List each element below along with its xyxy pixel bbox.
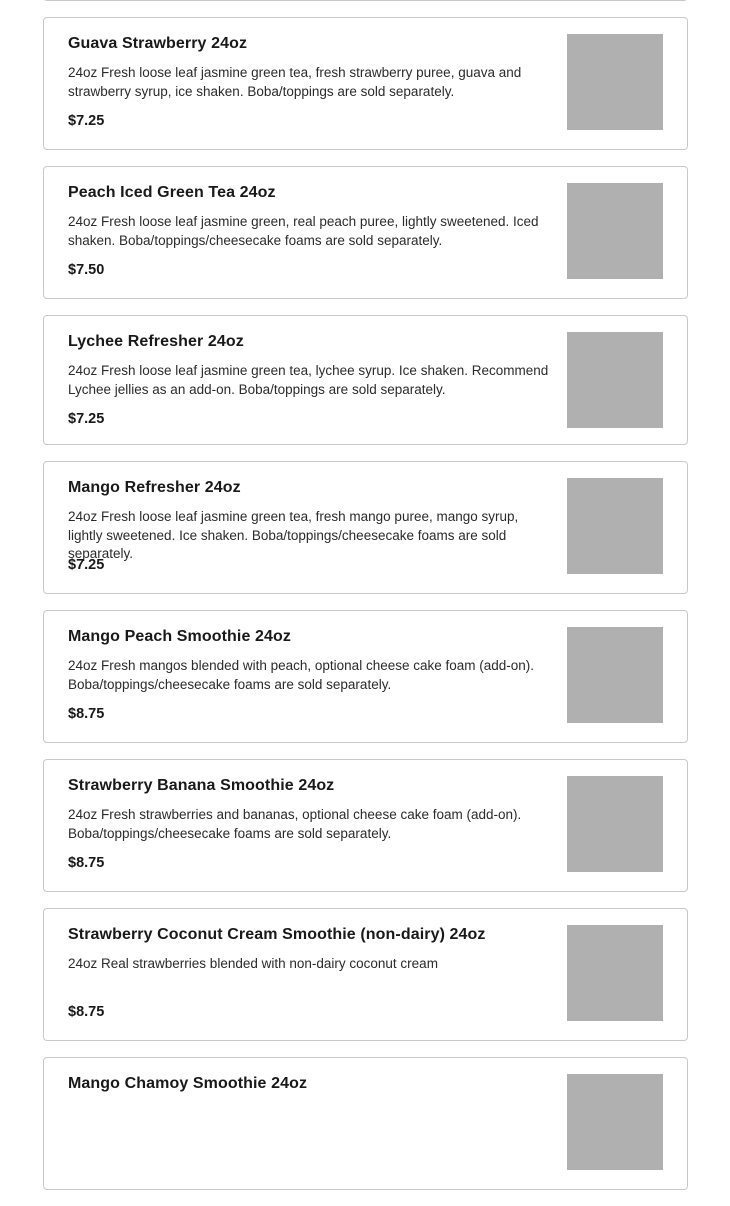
menu-item-price: $8.75 [68, 706, 105, 722]
menu-item-description: 24oz Fresh mangos blended with peach, optional cheese cake foam (add-on). Boba/toppings/cheesecake foams are sold separately. [68, 658, 535, 692]
menu-item-description: 24oz Fresh loose leaf jasmine green tea, fresh strawberry puree, guava and strawberry syrup, ice shaken. Boba/toppings are sold separately. [68, 65, 522, 99]
menu-item-name: Strawberry Coconut Cream Smoothie (non-dairy) 24oz [68, 926, 486, 943]
menu-item-card[interactable] [43, 0, 688, 1]
menu-item-price: $7.25 [68, 557, 105, 573]
menu-item-card[interactable] [43, 1057, 688, 1190]
menu-item-name: Guava Strawberry 24oz [68, 35, 248, 52]
menu-item-text [68, 776, 554, 872]
menu-item-name: Strawberry Banana Smoothie 24oz [68, 777, 335, 794]
menu-item-card[interactable] [43, 908, 688, 1041]
image-placeholder-icon[interactable] [567, 925, 663, 1021]
menu-item-price: $8.75 [68, 1004, 105, 1020]
image-placeholder-icon[interactable] [567, 776, 663, 872]
menu-item-text [68, 183, 554, 279]
menu-item-card[interactable] [43, 461, 688, 594]
menu-item-list [43, 0, 688, 1206]
image-placeholder-icon[interactable] [567, 34, 663, 130]
menu-item-text [68, 332, 554, 428]
menu-item-price: $7.50 [68, 262, 105, 278]
menu-item-name: Mango Refresher 24oz [68, 479, 241, 496]
menu-item-text [68, 1074, 554, 1152]
menu-item-description: 24oz Real strawberries blended with non-dairy coconut cream [68, 956, 438, 971]
image-placeholder-icon[interactable] [567, 627, 663, 723]
image-placeholder-icon[interactable] [567, 478, 663, 574]
menu-item-name: Mango Peach Smoothie 24oz [68, 628, 291, 645]
menu-item-card[interactable] [43, 759, 688, 892]
menu-item-card[interactable] [43, 17, 688, 150]
image-placeholder-icon[interactable] [567, 332, 663, 428]
menu-item-name: Lychee Refresher 24oz [68, 333, 244, 350]
menu-item-card[interactable] [43, 166, 688, 299]
menu-item-card[interactable] [43, 315, 688, 445]
menu-item-description: 24oz Fresh loose leaf jasmine green tea, lychee syrup. Ice shaken. Recommend Lychee jellies as an add-on. Boba/toppings are sold separately. [68, 363, 549, 397]
menu-item-text [68, 34, 554, 130]
image-placeholder-icon[interactable] [567, 1074, 663, 1170]
menu-item-description [68, 1104, 554, 1141]
menu-item-description: 24oz Fresh loose leaf jasmine green tea, fresh mango puree, mango syrup, lightly sweetened. Ice shaken. Boba/toppings/cheesecake foams are sold separately. [68, 509, 519, 561]
menu-item-text [68, 478, 554, 574]
menu-item-description: 24oz Fresh loose leaf jasmine green, real peach puree, lightly sweetened. Iced shaken. Boba/toppings/cheesecake foams are sold separately. [68, 214, 539, 248]
image-placeholder-icon[interactable] [567, 183, 663, 279]
menu-item-text [68, 925, 554, 1021]
menu-item-text [68, 627, 554, 723]
menu-item-name: Mango Chamoy Smoothie 24oz [68, 1075, 308, 1092]
menu-item-card[interactable] [43, 610, 688, 743]
menu-item-price: $7.25 [68, 411, 105, 427]
menu-item-description: 24oz Fresh strawberries and bananas, optional cheese cake foam (add-on). Boba/toppings/cheesecake foams are sold separately. [68, 807, 522, 841]
menu-item-price: $8.75 [68, 855, 105, 871]
menu-item-price: $7.25 [68, 113, 105, 129]
menu-item-name: Peach Iced Green Tea 24oz [68, 184, 276, 201]
